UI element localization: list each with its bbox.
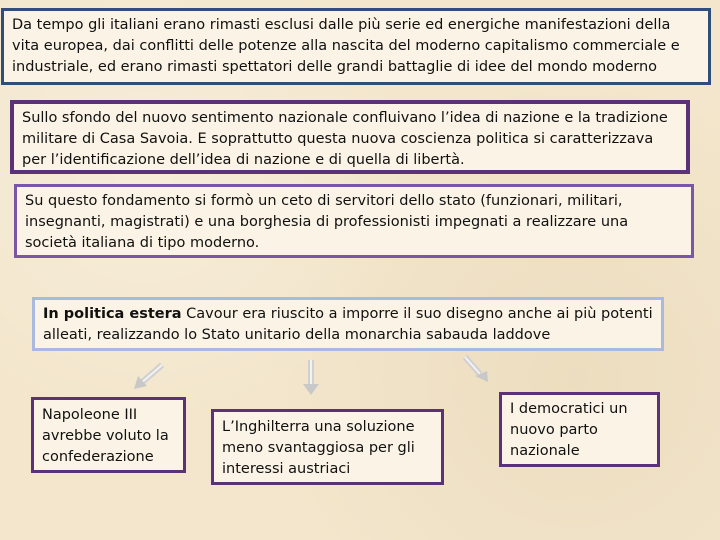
- england-text: L’Inghilterra una soluzione meno svantaggiosa per gli interessi austriaci: [222, 419, 415, 477]
- foreign-policy-heading: In politica estera: [43, 306, 182, 322]
- national-sentiment-box: [10, 100, 690, 174]
- intro-text: Da tempo gli italiani erano rimasti esclusi dalle più serie ed energiche manifestazioni della vita europea, dai conflitti delle potenze alla nascita del moderno capitalismo commerciale e industriale, ed erano rimasti spettatori delle grandi battaglie di idee del mondo moderno: [12, 17, 680, 75]
- england-box: [211, 409, 444, 485]
- national-sentiment-text: Sullo sfondo del nuovo sentimento nazionale confluivano l’idea di nazione e la tradizione militare di Casa Savoia. E soprattutto questa nuova coscienza politica si caratterizzava per l’identificazione dell’idea di nazione e di quella di libertà.: [22, 110, 668, 168]
- arrow-left-icon: [134, 365, 162, 389]
- state-servants-box: [14, 184, 694, 258]
- foreign-policy-box: [32, 297, 664, 351]
- intro-text-box: [1, 8, 711, 85]
- arrow-right-icon: [465, 357, 488, 382]
- napoleon-box: [31, 397, 186, 473]
- arrow-down-icon: [303, 360, 319, 395]
- foreign-policy-text: Cavour era riuscito a imporre il suo disegno anche ai più potenti alleati, realizzando lo Stato unitario della monarchia sabauda laddove: [43, 306, 653, 343]
- democrats-text: I democratici un nuovo parto nazionale: [510, 401, 628, 459]
- napoleon-text: Napoleone III avrebbe voluto la confederazione: [42, 407, 169, 465]
- democrats-box: [499, 392, 660, 467]
- state-servants-text: Su questo fondamento si formò un ceto di servitori dello stato (funzionari, militari, insegnanti, magistrati) e una borghesia di professionisti impegnati a realizzare una società italiana di tipo moderno.: [25, 193, 629, 251]
